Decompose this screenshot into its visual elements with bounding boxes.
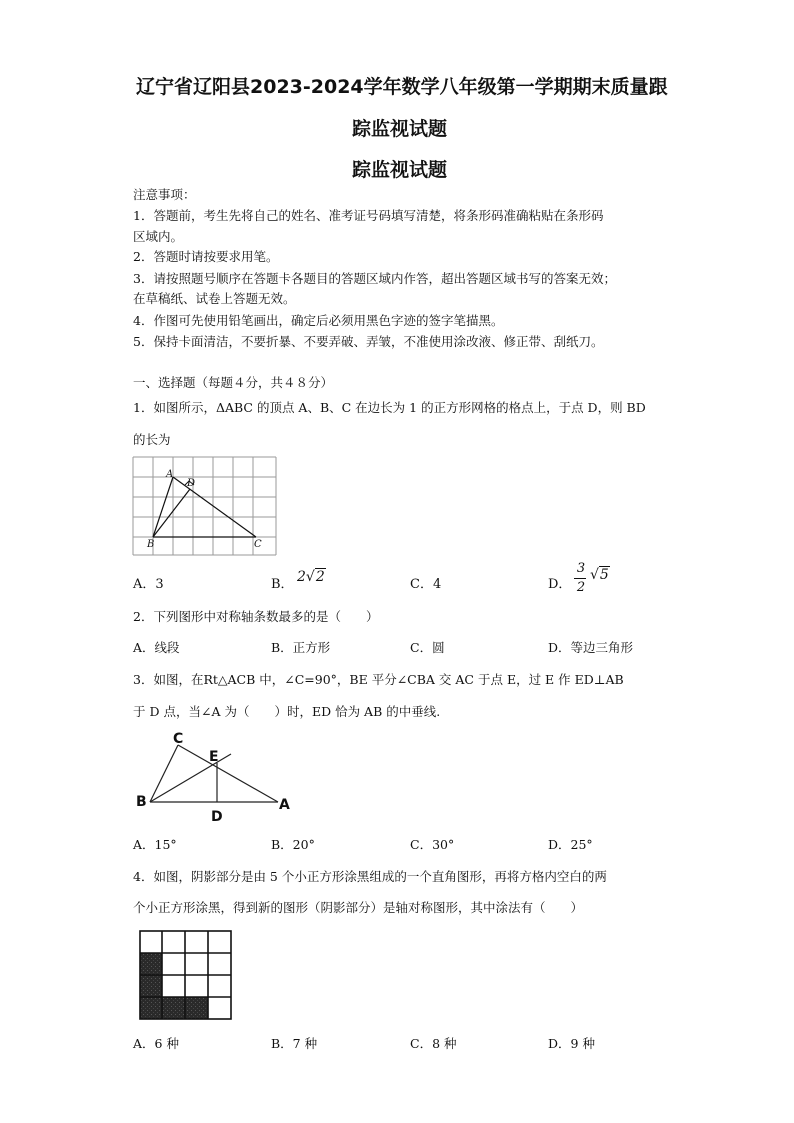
question-3-text-cont: 于 D 点，当∠A 为（ ）时，ED 恰为 AB 的中垂线. — [133, 704, 441, 719]
option-b[interactable]: B．7 种 — [271, 1036, 318, 1051]
q1-grid-figure — [133, 457, 278, 557]
q3-triangle-figure — [133, 730, 293, 825]
radicand: 5 — [599, 567, 609, 583]
radicand: 2 — [315, 569, 325, 585]
fraction-bar — [574, 578, 586, 579]
label-d: D — [211, 809, 223, 825]
option-b-expression — [297, 569, 326, 585]
notice-item: 1．答题前，考生先将自己的姓名、准考证号码填写清楚，将条形码准确粘贴在条形码 — [133, 208, 604, 223]
question-1-text-cont: 的长为 — [133, 432, 171, 447]
radical-coefficient: 2 — [297, 569, 306, 585]
option-d[interactable]: D．等边三角形 — [548, 640, 634, 655]
option-c[interactable]: C．8 种 — [410, 1036, 457, 1051]
fraction-numerator: 3 — [576, 561, 586, 576]
option-a[interactable]: A．6 种 — [133, 1036, 179, 1051]
page-title-line2: 踪监视试题 — [352, 118, 448, 140]
sqrt-sign: √ — [590, 567, 599, 583]
label-e: E — [209, 749, 219, 765]
notice-item: 在草稿纸、试卷上答题无效。 — [133, 291, 296, 306]
fraction-denominator: 2 — [576, 580, 586, 595]
option-a[interactable]: A．3 — [133, 577, 164, 592]
option-a[interactable]: A．15° — [133, 837, 177, 852]
label-d: D — [187, 478, 196, 489]
option-b[interactable]: B．正方形 — [271, 640, 331, 655]
notice-item: 区域内。 — [133, 229, 184, 244]
label-b: B — [147, 539, 155, 550]
option-b[interactable] — [271, 573, 294, 592]
notice-item: 4．作图可先使用铅笔画出，确定后必须用黑色字迹的签字笔描黑。 — [133, 313, 504, 328]
notice-item: 5．保持卡面清洁，不要折暴、不要弄破、弄皱，不准使用涂改液、修正带、刮纸刀。 — [133, 334, 604, 349]
page-title-line3: 踪监视试题 — [352, 159, 448, 181]
question-2-text: 2．下列图形中对称轴条数最多的是（ ） — [133, 609, 379, 624]
notice-heading: 注意事项： — [133, 187, 196, 202]
q4-grid-figure — [139, 930, 233, 1020]
notice-item: 3．请按照题号顺序在答题卡各题目的答题区域内作答，超出答题区域书写的答案无效； — [133, 271, 616, 286]
question-1-text: 1．如图所示，ΔABC 的顶点 A、B、C 在边长为 1 的正方形网格的格点上，于点 D，则 BD — [133, 400, 646, 415]
option-c[interactable]: C．4 — [410, 577, 442, 592]
option-d-label: D． — [548, 577, 572, 592]
question-4-text-cont: 个小正方形涂黑，得到新的图形（阴影部分）是轴对称图形，其中涂法有（ ） — [133, 900, 584, 915]
option-a[interactable]: A．线段 — [133, 640, 180, 655]
option-c[interactable]: C．圆 — [410, 640, 445, 655]
option-d[interactable] — [548, 573, 571, 592]
shaded-squares — [140, 953, 208, 1019]
question-4-text: 4．如图，阴影部分是由 5 个小正方形涂黑组成的一个直角图形，再将方格内空白的两 — [133, 869, 607, 884]
page-title: 辽宁省辽阳县2023-2024学年数学八年级第一学期期末质量跟 — [136, 76, 668, 98]
option-d-radical — [590, 567, 610, 583]
section-heading: 一、选择题（每题４分，共４８分） — [133, 375, 334, 390]
triangle-abc — [153, 477, 256, 537]
label-b: B — [136, 794, 147, 810]
label-c: C — [173, 731, 184, 747]
label-c: C — [254, 539, 262, 550]
sqrt-sign: √ — [305, 569, 315, 585]
label-a: A — [279, 797, 290, 813]
notice-item: 2．答题时请按要求用笔。 — [133, 249, 279, 264]
option-d[interactable]: D．25° — [548, 837, 593, 852]
option-c[interactable]: C．30° — [410, 837, 455, 852]
option-b[interactable]: B．20° — [271, 837, 315, 852]
option-d[interactable]: D．9 种 — [548, 1036, 595, 1051]
label-a: A — [166, 469, 174, 480]
question-3-text: 3．如图，在Rt△ACB 中，∠C=90°，BE 平分∠CBA 交 AC 于点 E，过 E 作 ED⊥AB — [133, 672, 624, 687]
option-b-label: B． — [271, 577, 294, 592]
